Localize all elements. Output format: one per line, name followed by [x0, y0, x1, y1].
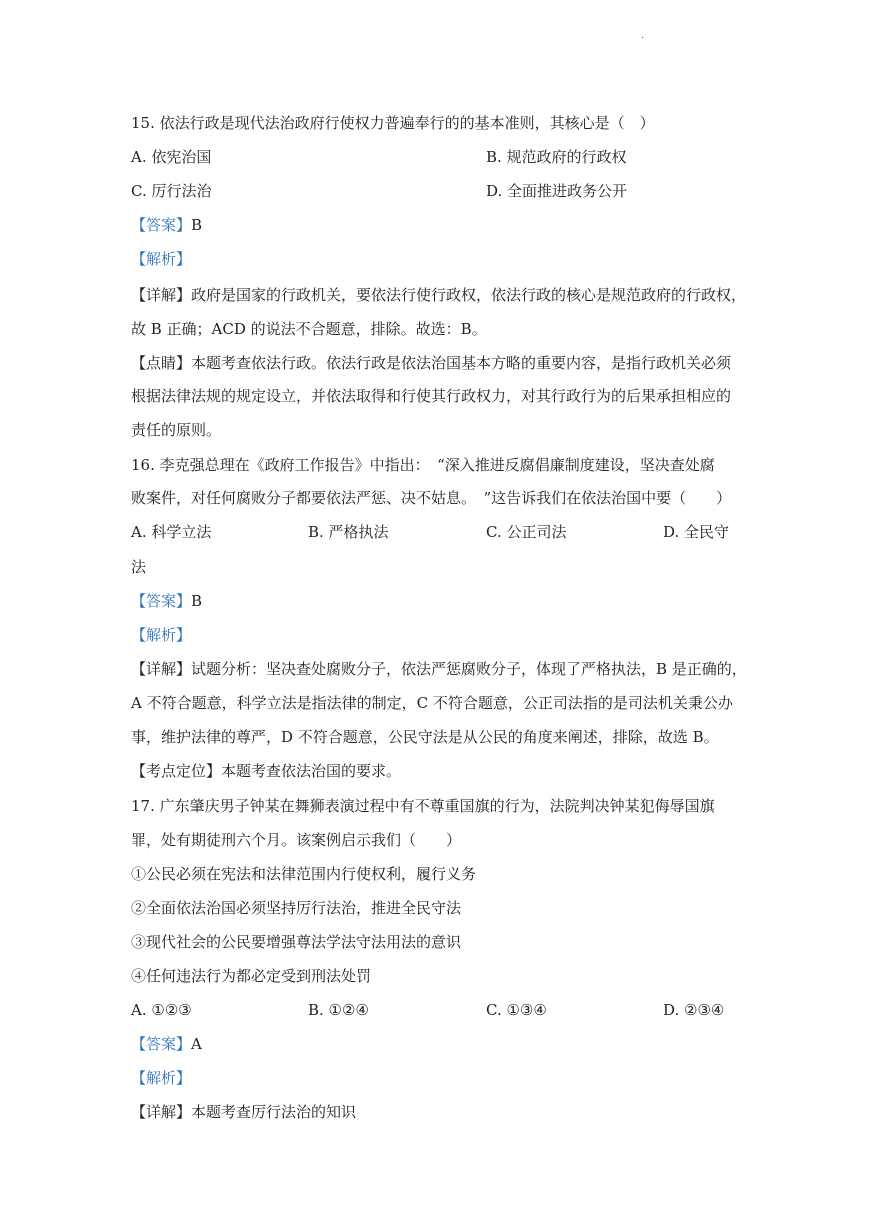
q15-option-c: C. 厉行法治 [131, 182, 212, 200]
q15-option-a: A. 依宪治国 [131, 148, 212, 166]
q17-option-a: A. ①②③ [131, 1001, 192, 1019]
q17-item-4: ④任何违法行为都必定受到刑法处罚 [131, 967, 372, 985]
detail-tag: 【详解】 [131, 1103, 192, 1121]
answer-value: B [191, 592, 203, 610]
detail-text: 政府是国家的行政机关，要依法行使行政权，依法行政的核心是规范政府的行政权， [191, 286, 747, 304]
q16-detail-line-1 [131, 659, 747, 679]
corner-mark: . [641, 30, 645, 41]
q16-option-a: A. 科学立法 [131, 523, 212, 541]
q16-answer [131, 591, 202, 611]
answer-value: B [191, 216, 203, 234]
q17-option-d: D. ②③④ [663, 1001, 725, 1019]
q16-detail-line-3: 事，维护法律的尊严，D 不符合题意，公民守法是从公民的角度来阐述，排除，故选 B。 [131, 728, 719, 746]
answer-tag: 【答案】 [131, 592, 192, 610]
q16-stem-line-2: 败案件，对任何腐败分子都要依法严惩、决不姑息。 ”这告诉我们在依法治国中要（ ） [131, 489, 732, 507]
q17-item-3: ③现代社会的公民要增强尊法学法守法用法的意识 [131, 933, 462, 951]
q15-detail-line-2: 故 B 正确；ACD 的说法不合题意，排除。故选：B。 [131, 320, 487, 338]
q15-comment-line-2: 根据法律法规的规定设立，并依法取得和行使其行政权力，对其行政行为的后果承担相应的 [131, 387, 732, 405]
q17-option-b: B. ①②④ [308, 1001, 369, 1019]
point-text: 本题考查依法治国的要求。 [221, 762, 402, 780]
answer-value: A [191, 1035, 202, 1053]
q15-analysis-tag: 【解析】 [131, 250, 192, 268]
answer-tag: 【答案】 [131, 216, 192, 234]
q17-stem-line-1: 17. 广东肇庆男子钟某在舞狮表演过程中有不尊重国旗的行为，法院判决钟某犯侮辱国旗 [131, 797, 715, 815]
q16-option-b: B. 严格执法 [308, 523, 389, 541]
detail-text: 本题考查厉行法治的知识 [191, 1103, 357, 1121]
q17-analysis-tag: 【解析】 [131, 1069, 192, 1087]
q15-option-d: D. 全面推进政务公开 [486, 182, 628, 200]
comment-text: 本题考查依法行政。依法行政是依法治国基本方略的重要内容，是指行政机关必须 [191, 354, 732, 372]
comment-tag: 【点睛】 [131, 354, 192, 372]
detail-tag: 【详解】 [131, 286, 192, 304]
q17-item-2: ②全面依法治国必须坚持厉行法治，推进全民守法 [131, 899, 462, 917]
q17-detail-line-1 [131, 1102, 356, 1122]
q15-answer [131, 215, 202, 235]
detail-tag: 【详解】 [131, 660, 192, 678]
q17-item-1: ①公民必须在宪法和法律范围内行使权利，履行义务 [131, 865, 477, 883]
q16-point-line [131, 761, 401, 781]
q15-stem: 15. 依法行政是现代法治政府行使权力普遍奉行的的基本准则，其核心是（ ） [131, 114, 655, 132]
q17-stem-line-2: 罪，处有期徒刑六个月。该案例启示我们（ ） [131, 831, 462, 849]
q15-comment-line-1 [131, 353, 731, 373]
q16-analysis-tag: 【解析】 [131, 626, 192, 644]
q16-detail-line-2: A 不符合题意，科学立法是指法律的制定，C 不符合题意，公正司法指的是司法机关秉公办 [131, 694, 733, 712]
q16-option-d-continued: 法 [131, 558, 147, 576]
q16-stem-line-1: 16. 李克强总理在《政府工作报告》中指出： “深入推进反腐倡廉制度建设，坚决查处腐 [131, 456, 715, 474]
q15-comment-line-3: 责任的原则。 [131, 421, 222, 439]
q17-option-c: C. ①③④ [486, 1001, 547, 1019]
q15-option-b: B. 规范政府的行政权 [486, 148, 627, 166]
q16-option-d: D. 全民守 [663, 523, 730, 541]
point-tag: 【考点定位】 [131, 762, 222, 780]
q16-option-c: C. 公正司法 [486, 523, 567, 541]
q15-detail-line-1 [131, 285, 746, 305]
q17-answer [131, 1034, 202, 1054]
detail-text: 试题分析：坚决查处腐败分子，依法严惩腐败分子，体现了严格执法，B 是正确的， [191, 660, 747, 678]
answer-tag: 【答案】 [131, 1035, 192, 1053]
